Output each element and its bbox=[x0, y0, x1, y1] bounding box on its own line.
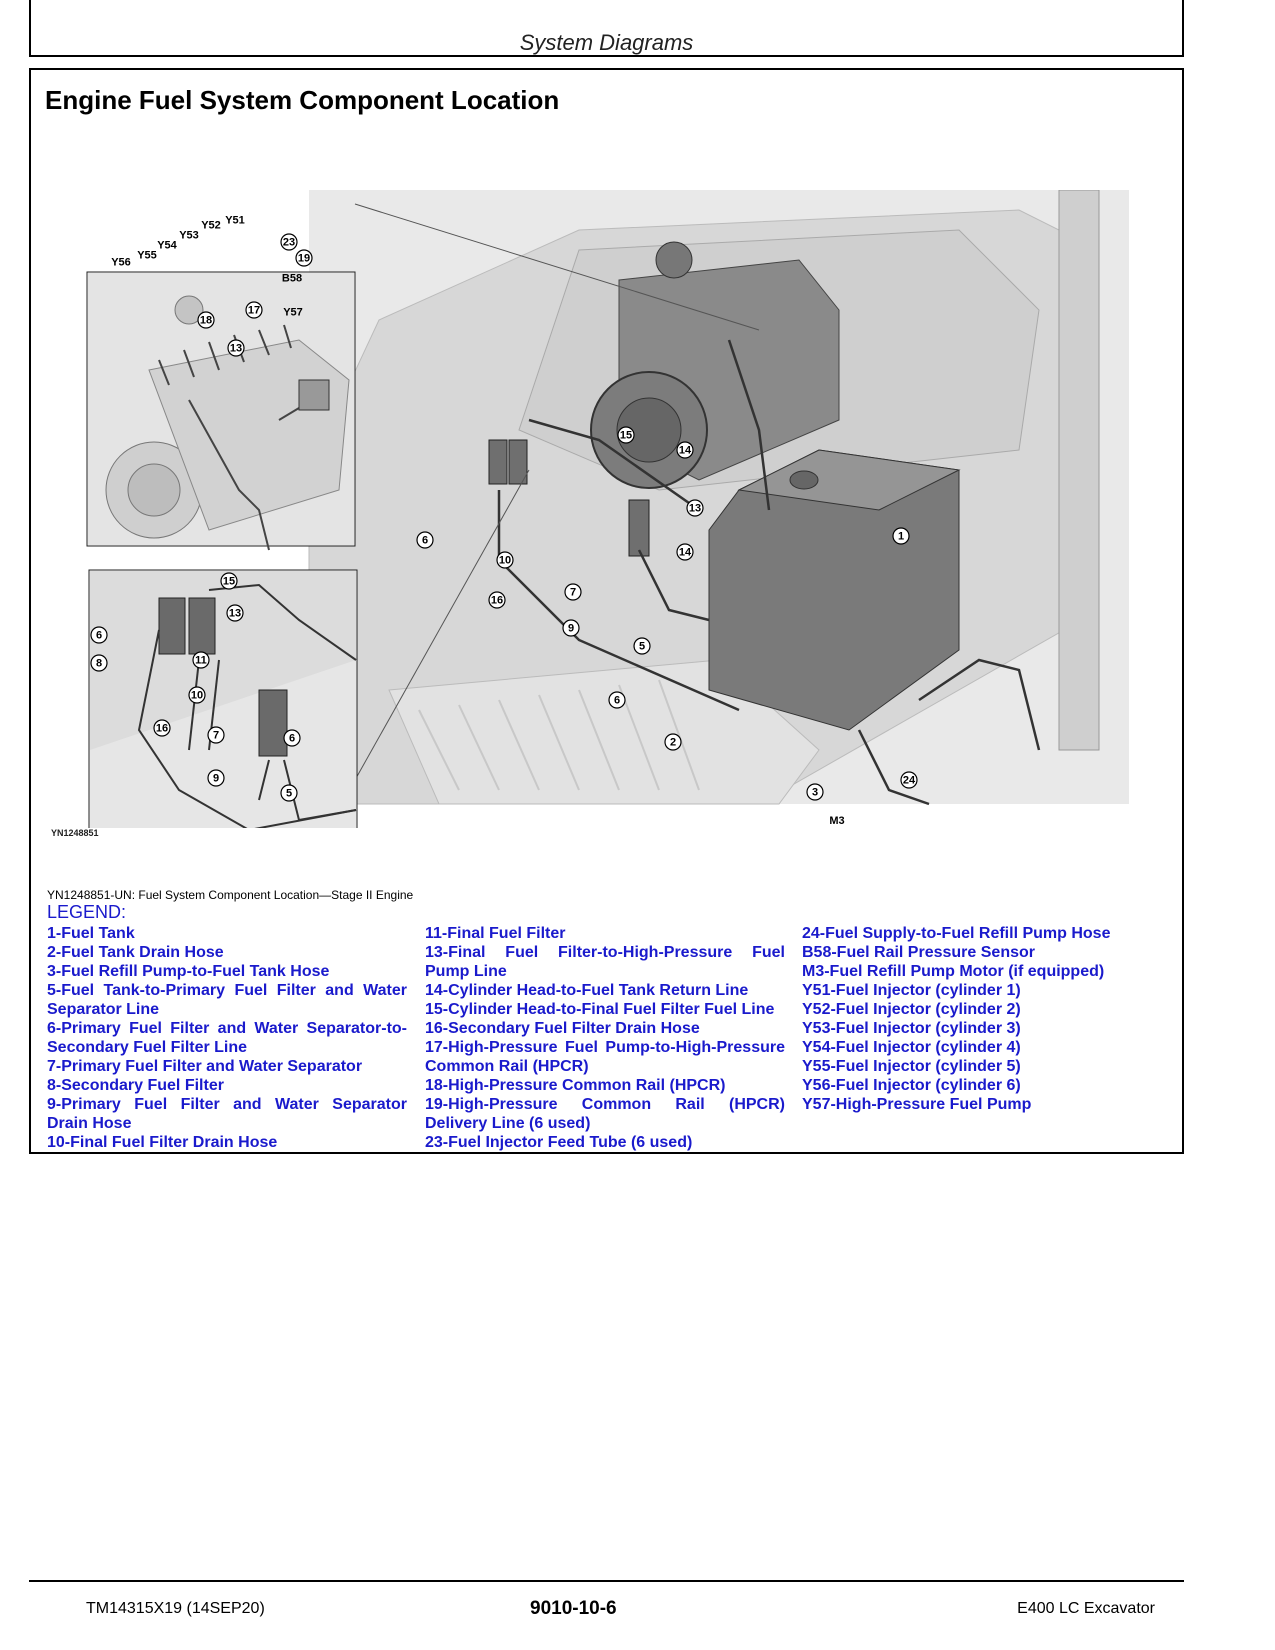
legend-item: M3-Fuel Refill Pump Motor (if equipped) bbox=[802, 963, 1105, 980]
svg-text:6: 6 bbox=[613, 694, 621, 707]
legend-item: 19-High-Pressure Common Rail (HPCR) Delivery Line (6 used) bbox=[425, 1096, 785, 1132]
svg-text:7: 7 bbox=[569, 586, 577, 599]
inset-engine-detail bbox=[87, 272, 355, 550]
main-callout bbox=[497, 552, 513, 568]
svg-text:18: 18 bbox=[199, 314, 213, 327]
inset-bottom-callout bbox=[227, 605, 243, 621]
inset-top-callout bbox=[179, 230, 199, 242]
inset-top-callout bbox=[296, 250, 312, 266]
boom-cylinder bbox=[1059, 190, 1099, 750]
legend-item: 11-Final Fuel Filter bbox=[425, 925, 566, 942]
legend-column-2 bbox=[425, 924, 785, 1152]
svg-text:16: 16 bbox=[490, 594, 504, 607]
svg-text:Y52: Y52 bbox=[201, 219, 221, 232]
inset-top-callout bbox=[228, 340, 244, 356]
legend-item: Y55-Fuel Injector (cylinder 5) bbox=[802, 1058, 1021, 1075]
inset-top-callout bbox=[198, 312, 214, 328]
inset-top-callout bbox=[246, 302, 262, 318]
figure-id: YN1248851 bbox=[51, 828, 99, 838]
legend-item: 16-Secondary Fuel Filter Drain Hose bbox=[425, 1020, 700, 1037]
inset-top-callout bbox=[137, 250, 157, 262]
svg-text:13: 13 bbox=[228, 607, 242, 620]
footer-page-number: 9010-10-6 bbox=[530, 1598, 617, 1619]
svg-text:2: 2 bbox=[669, 736, 677, 749]
inset-bottom-callout bbox=[281, 785, 297, 801]
section-title: System Diagrams bbox=[519, 30, 694, 55]
legend-item: Y53-Fuel Injector (cylinder 3) bbox=[802, 1020, 1021, 1037]
figure-illustration bbox=[59, 190, 1179, 828]
svg-text:24: 24 bbox=[902, 774, 916, 787]
main-callout bbox=[893, 528, 909, 544]
inset-top-callout bbox=[157, 240, 177, 252]
page-title: Engine Fuel System Component Location bbox=[45, 85, 560, 115]
legend-item: 23-Fuel Injector Feed Tube (6 used) bbox=[425, 1134, 693, 1151]
legend-item: 24-Fuel Supply-to-Fuel Refill Pump Hose bbox=[802, 925, 1111, 942]
legend-item: 7-Primary Fuel Filter and Water Separator bbox=[47, 1058, 363, 1075]
legend-item: 15-Cylinder Head-to-Final Fuel Filter Fuel Line bbox=[425, 1001, 775, 1018]
inset-top-callout bbox=[201, 220, 221, 232]
svg-text:19: 19 bbox=[297, 252, 311, 265]
svg-text:Y56: Y56 bbox=[111, 256, 131, 269]
main-callout bbox=[677, 544, 693, 560]
legend-item: 18-High-Pressure Common Rail (HPCR) bbox=[425, 1077, 726, 1094]
inset-top-callout bbox=[281, 234, 297, 250]
svg-text:Y55: Y55 bbox=[137, 249, 157, 262]
svg-text:3: 3 bbox=[811, 786, 819, 799]
main-callout bbox=[565, 584, 581, 600]
legend-item: 3-Fuel Refill Pump-to-Fuel Tank Hose bbox=[47, 963, 330, 980]
svg-text:6: 6 bbox=[95, 629, 103, 642]
svg-text:13: 13 bbox=[229, 342, 243, 355]
inset-bottom-callout bbox=[208, 770, 224, 786]
main-callout bbox=[901, 772, 917, 788]
svg-text:8: 8 bbox=[95, 657, 103, 670]
main-callout bbox=[489, 592, 505, 608]
figure-caption: YN1248851-UN: Fuel System Component Location—Stage II Engine bbox=[47, 888, 414, 902]
svg-text:14: 14 bbox=[678, 546, 692, 559]
svg-text:13: 13 bbox=[688, 502, 702, 515]
svg-text:Y53: Y53 bbox=[179, 229, 199, 242]
inset-bottom-callout bbox=[221, 573, 237, 589]
component-location-figure bbox=[59, 190, 1179, 828]
legend-item: Y56-Fuel Injector (cylinder 6) bbox=[802, 1077, 1021, 1094]
footer-doc-id: TM14315X19 (14SEP20) bbox=[86, 1600, 265, 1617]
svg-text:17: 17 bbox=[247, 304, 261, 317]
legend-item: B58-Fuel Rail Pressure Sensor bbox=[802, 944, 1035, 961]
svg-text:B58: B58 bbox=[281, 272, 303, 285]
inset-top-callout bbox=[111, 257, 131, 269]
legend-item: 1-Fuel Tank bbox=[47, 925, 135, 942]
svg-text:7: 7 bbox=[212, 729, 220, 742]
svg-text:15: 15 bbox=[222, 575, 236, 588]
header-box bbox=[29, 0, 1184, 57]
svg-text:Y54: Y54 bbox=[157, 239, 177, 252]
svg-text:6: 6 bbox=[288, 732, 296, 745]
legend-item: 8-Secondary Fuel Filter bbox=[47, 1077, 224, 1094]
footer-rule bbox=[29, 1580, 1184, 1582]
main-callout: M3 bbox=[829, 815, 845, 827]
inset-top-callout bbox=[282, 273, 302, 285]
svg-text:10: 10 bbox=[190, 689, 204, 702]
legend-item: 14-Cylinder Head-to-Fuel Tank Return Line bbox=[425, 982, 749, 999]
svg-text:23: 23 bbox=[282, 236, 296, 249]
legend-item: 17-High-Pressure Fuel Pump-to-High-Pressure Common Rail (HPCR) bbox=[425, 1039, 785, 1075]
inset-top-callout bbox=[283, 307, 303, 319]
legend-column-1 bbox=[47, 924, 407, 1152]
svg-text:Y51: Y51 bbox=[225, 214, 245, 227]
inset-bottom-callout bbox=[91, 655, 107, 671]
svg-text:Y57: Y57 bbox=[283, 306, 303, 319]
legend-item: 10-Final Fuel Filter Drain Hose bbox=[47, 1134, 278, 1151]
legend-label: LEGEND: bbox=[47, 902, 127, 922]
legend-item: Y52-Fuel Injector (cylinder 2) bbox=[802, 1001, 1021, 1018]
main-callout bbox=[618, 427, 634, 443]
main-callout bbox=[687, 500, 703, 516]
svg-text:1: 1 bbox=[897, 530, 905, 543]
main-callout bbox=[609, 692, 625, 708]
inset-bottom-callout bbox=[193, 652, 209, 668]
svg-text:15: 15 bbox=[619, 429, 633, 442]
inset-top-callout bbox=[225, 215, 245, 227]
svg-text:6: 6 bbox=[421, 534, 429, 547]
main-callout bbox=[563, 620, 579, 636]
content-box bbox=[29, 68, 1184, 1154]
main-callout bbox=[665, 734, 681, 750]
svg-text:14: 14 bbox=[678, 444, 692, 457]
inset-filter-detail bbox=[89, 570, 357, 828]
legend-item: Y57-High-Pressure Fuel Pump bbox=[802, 1096, 1032, 1113]
svg-text:9: 9 bbox=[567, 622, 575, 635]
svg-text:5: 5 bbox=[638, 640, 646, 653]
inset-bottom-callout bbox=[189, 687, 205, 703]
svg-text:10: 10 bbox=[498, 554, 512, 567]
legend-item: 5-Fuel Tank-to-Primary Fuel Filter and Water Separator Line bbox=[47, 982, 407, 1018]
legend-item: Y54-Fuel Injector (cylinder 4) bbox=[802, 1039, 1021, 1056]
legend-item: 9-Primary Fuel Filter and Water Separator Drain Hose bbox=[47, 1096, 407, 1132]
footer-model: E400 LC Excavator bbox=[1017, 1600, 1155, 1617]
svg-text:9: 9 bbox=[212, 772, 220, 785]
svg-text:5: 5 bbox=[285, 787, 293, 800]
svg-text:11: 11 bbox=[195, 654, 207, 667]
legend-item: 13-Final Fuel Filter-to-High-Pressure Fuel Pump Line bbox=[425, 944, 785, 980]
inset-bottom-callout bbox=[284, 730, 300, 746]
inset-bottom-callout bbox=[91, 627, 107, 643]
svg-text:16: 16 bbox=[155, 722, 169, 735]
main-callout bbox=[417, 532, 433, 548]
inset-bottom-callout bbox=[208, 727, 224, 743]
legend-column-3 bbox=[802, 924, 1162, 1114]
legend-item: Y51-Fuel Injector (cylinder 1) bbox=[802, 982, 1021, 999]
legend-item: 2-Fuel Tank Drain Hose bbox=[47, 944, 224, 961]
inset-bottom-callout bbox=[154, 720, 170, 736]
main-callout bbox=[677, 442, 693, 458]
legend-item: 6-Primary Fuel Filter and Water Separator-to-Secondary Fuel Filter Line bbox=[47, 1020, 407, 1056]
main-callout bbox=[634, 638, 650, 654]
main-callout bbox=[807, 784, 823, 800]
